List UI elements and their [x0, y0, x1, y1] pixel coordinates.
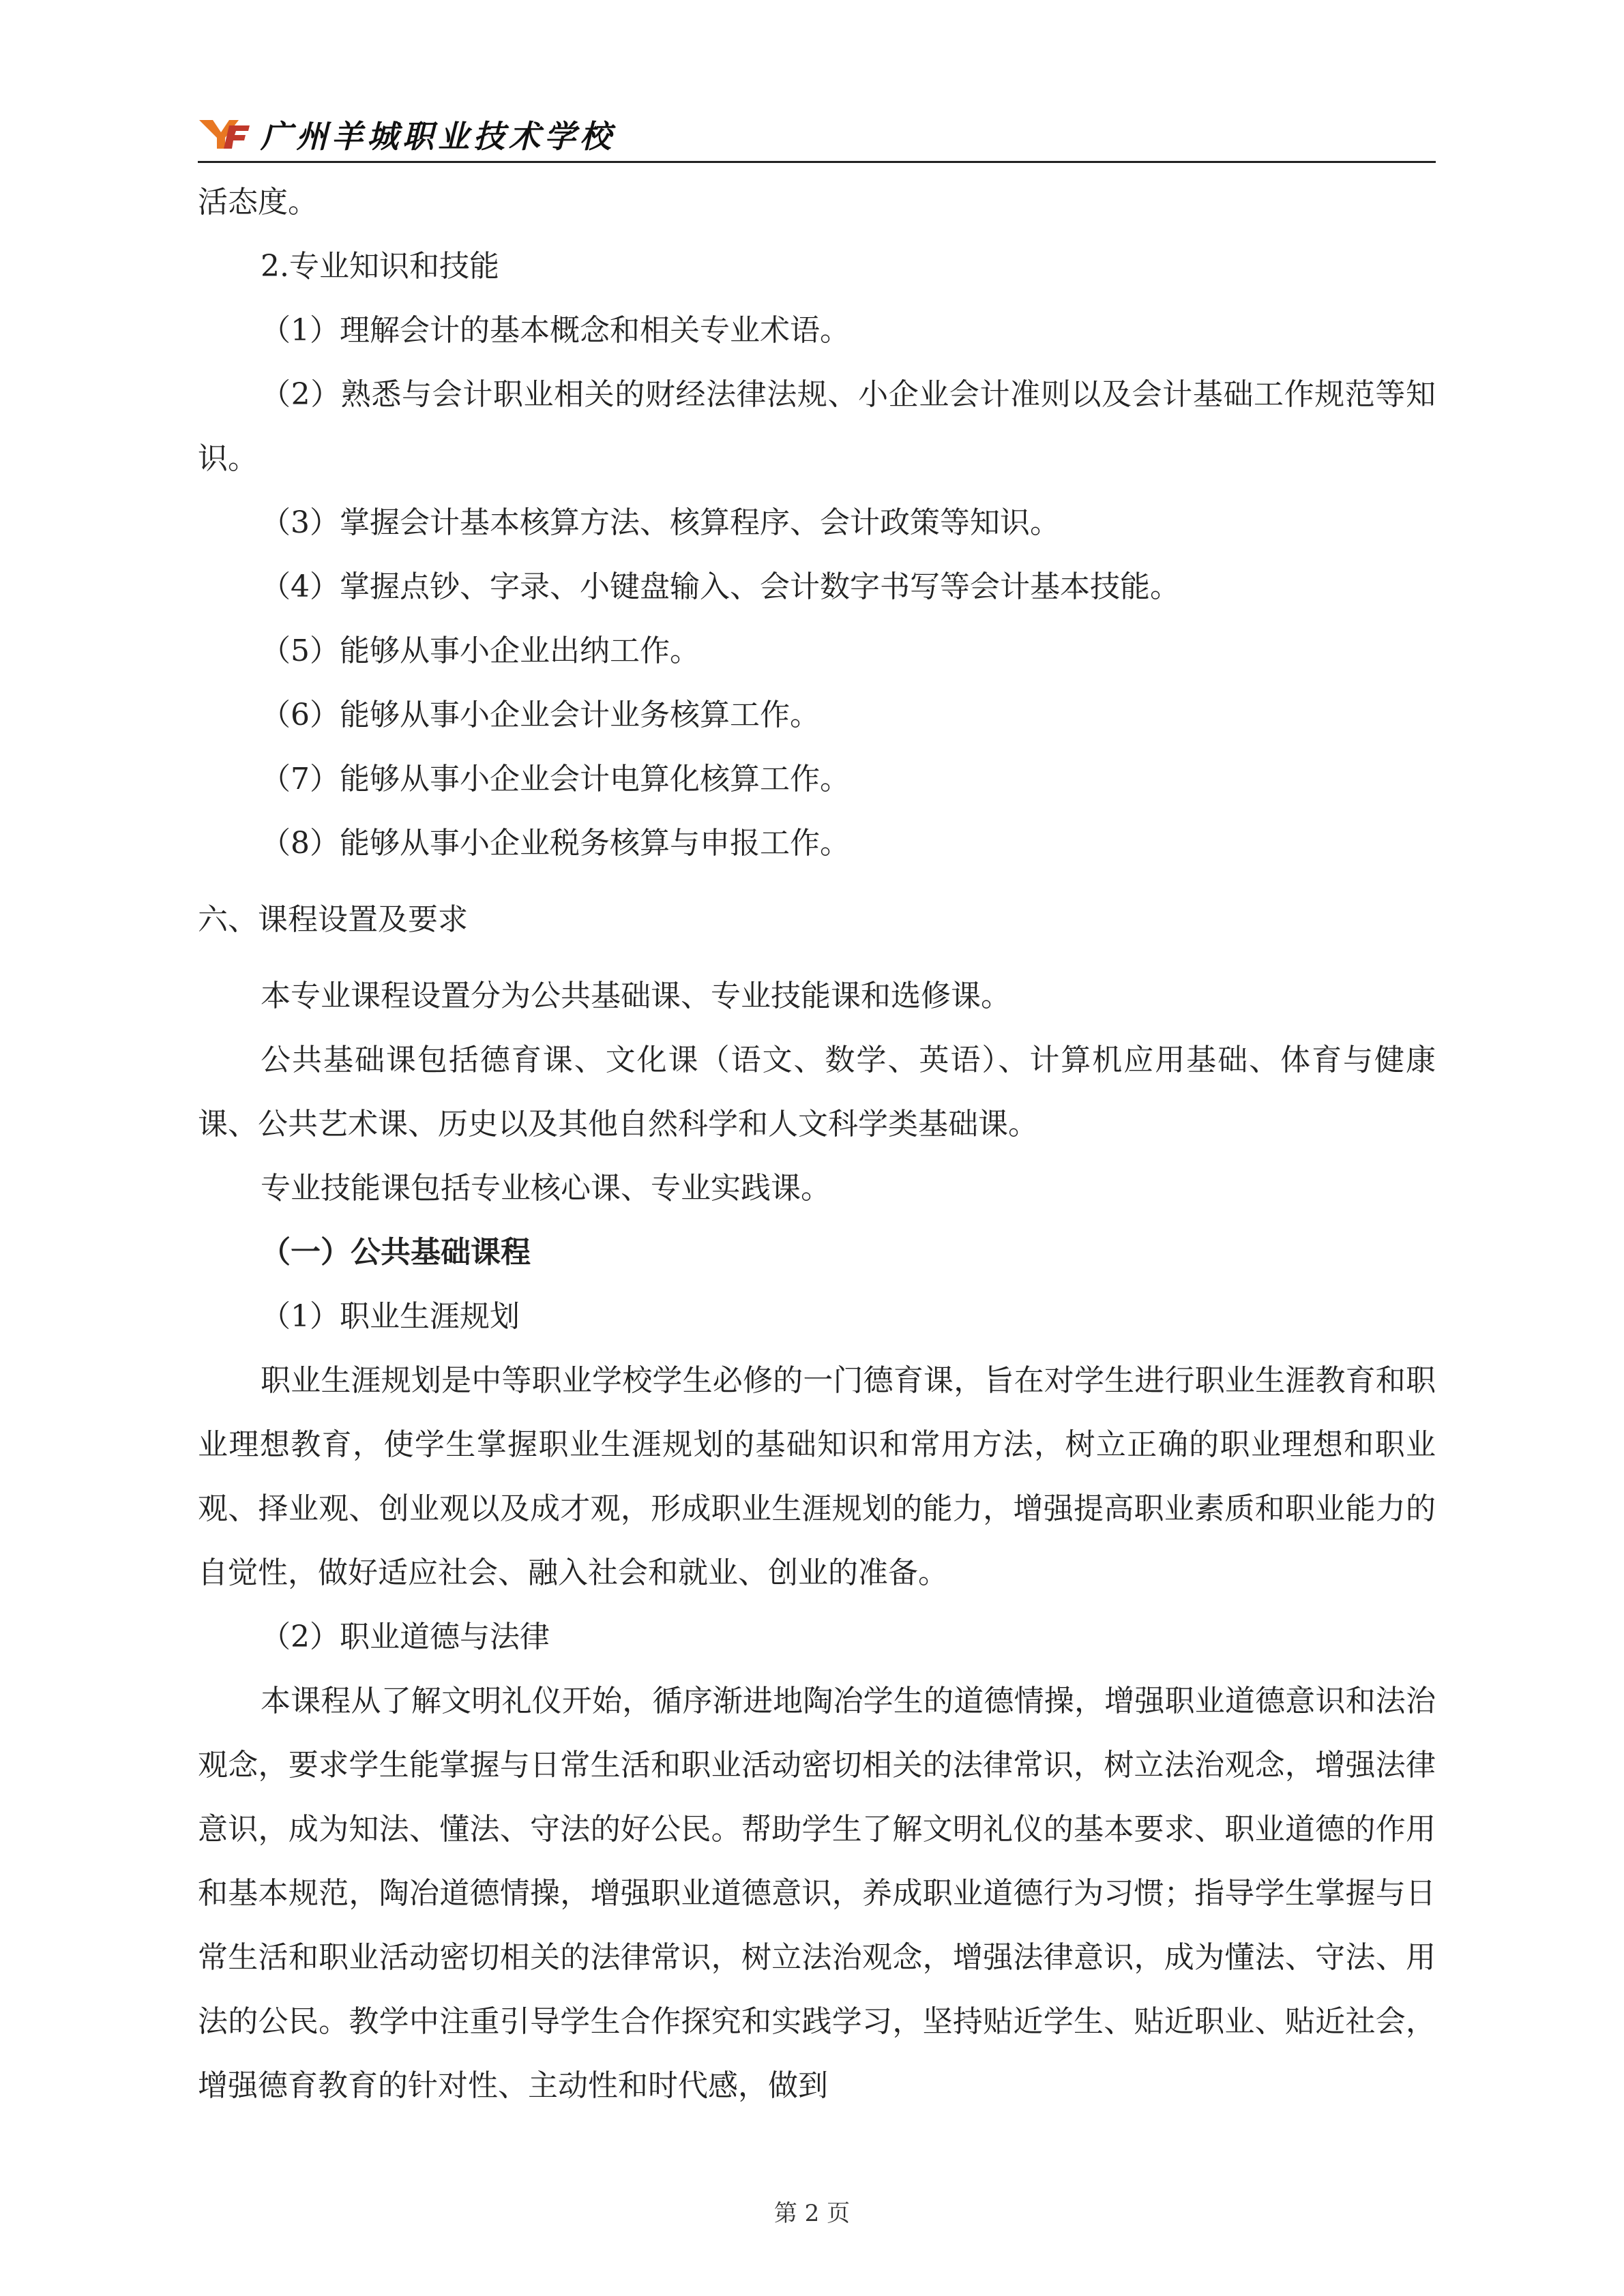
intro-paragraph-3: 专业技能课包括专业核心课、专业实践课。 [261, 1171, 831, 1206]
list-item: （1）理解会计的基本概念和相关专业术语。 [261, 313, 850, 348]
list-item: （3）掌握会计基本核算方法、核算程序、会计政策等知识。 [261, 505, 1060, 540]
paragraph-continuation: 活态度。 [198, 185, 318, 220]
course-1-title: （1）职业生涯规划 [261, 1299, 520, 1334]
course-2-paragraph: 本课程从了解文明礼仪开始，循序渐进地陶冶学生的道德情操，增强职业道德意识和法治观念，要求学生能掌握与日常生活和职业活动密切相关的法律常识，树立法治观念，增强法律意识，成为知法、懂法、守法的好公民。帮助学生了解文明礼仪的基本要求、职业道德的作用和基本规范，陶冶道德情操，增强职业道德意识，养成职业道德行为习惯；指导学生掌握与日常生活和职业活动密切相关的法律常识，树立法治观念，增强法律意识，成为懂法、守法、用法的公民。教学中注重引导学生合作探究和实践学习，坚持贴近学生、贴近职业、贴近社会，增强德育教育的针对性、主动性和时代感，做到 [198, 1684, 1436, 2103]
school-logo-icon [198, 116, 251, 151]
section-6-heading: 六、课程设置及要求 [198, 902, 468, 937]
school-name: 广州羊城职业技术学校 [261, 118, 615, 155]
list-item: （4）掌握点钞、字录、小键盘输入、会计数字书写等会计基本技能。 [261, 569, 1180, 604]
course-1-paragraph: 职业生涯规划是中等职业学校学生必修的一门德育课，旨在对学生进行职业生涯教育和职业理想教育，使学生掌握职业生涯规划的基础知识和常用方法，树立正确的职业理想和职业观、择业观、创业观以及成才观，形成职业生涯规划的能力，增强提高职业素质和职业能力的自觉性，做好适应社会、融入社会和就业、创业的准备。 [198, 1363, 1436, 1590]
subsection-1-heading: （一）公共基础课程 [261, 1235, 531, 1270]
page-number: 第 2 页 [773, 2200, 851, 2227]
intro-paragraph-1: 本专业课程设置分为公共基础课、专业技能课和选修课。 [261, 979, 1011, 1013]
list-item: （7）能够从事小企业会计电算化核算工作。 [261, 762, 850, 796]
list-item: （8）能够从事小企业税务核算与申报工作。 [261, 826, 850, 861]
document-body [198, 170, 1436, 2118]
intro-paragraph-2: 公共基础课包括德育课、文化课（语文、数学、英语）、计算机应用基础、体育与健康课、公共艺术课、历史以及其他自然科学和人文科学类基础课。 [198, 1043, 1436, 1142]
course-2-title: （2）职业道德与法律 [261, 1620, 550, 1654]
list-item: （6）能够从事小企业会计业务核算工作。 [261, 698, 820, 732]
section-2-title: 2.专业知识和技能 [261, 249, 499, 284]
page-header [198, 109, 1436, 164]
list-item: （2）熟悉与会计职业相关的财经法律法规、小企业会计准则以及会计基础工作规范等知识。 [198, 377, 1436, 476]
header-divider [198, 161, 1436, 163]
list-item: （5）能够从事小企业出纳工作。 [261, 633, 700, 668]
